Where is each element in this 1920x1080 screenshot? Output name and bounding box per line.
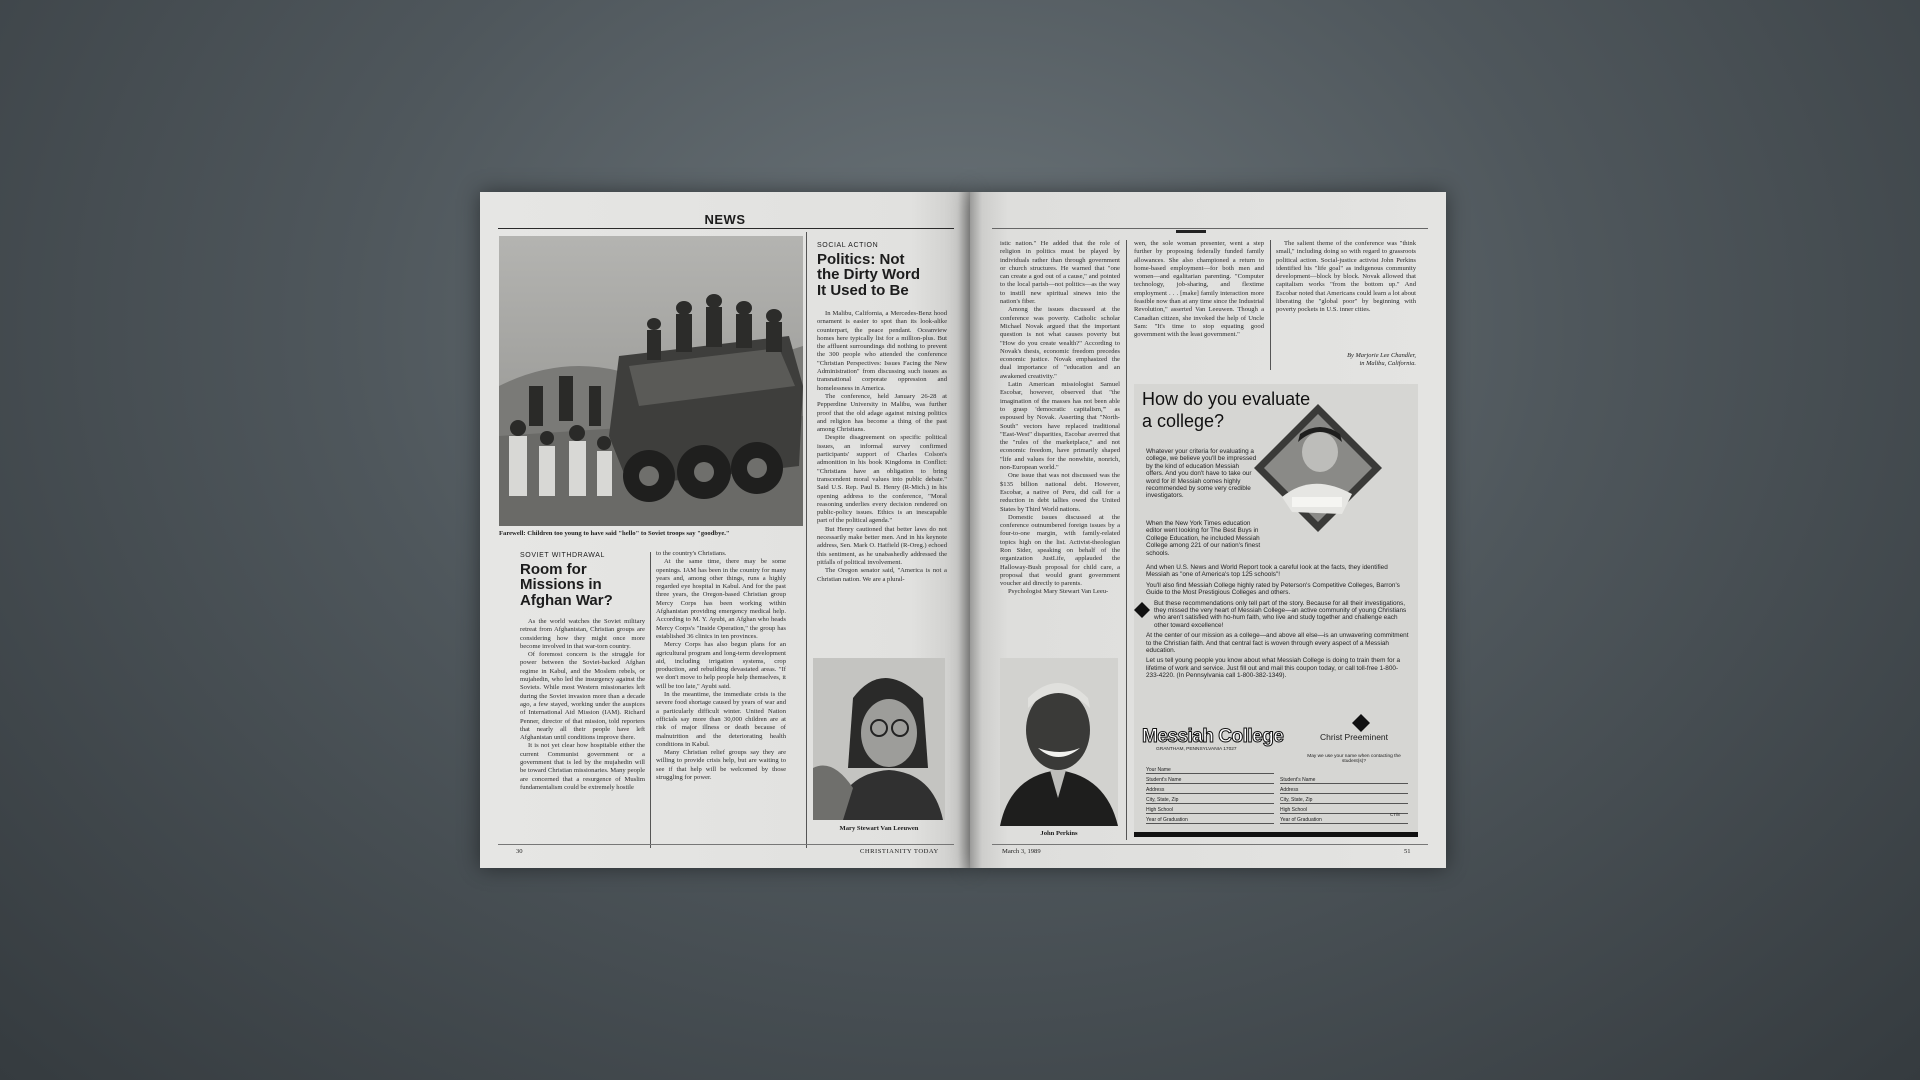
van-leeuwen-portrait [813, 658, 945, 820]
coupon-code: CT/8 [1390, 812, 1400, 817]
right-column2: wen, the sole woman presenter, went a step further by proposing federally funded family allowances. She also championed a return to home-based employment—for both men and women—and egalitarian parenting. "Computer technology, job-sharing, and flextime employment . . . [make] family interaction more feasible now than at any time since the Industrial Revolution," asserted Van Leeuwen. Though a Canadian citizen, she invoked the help of Uncle Sam: "It's time to stop equating good government with the least government." [1134, 240, 1264, 339]
messiah-college-ad [1134, 384, 1418, 832]
page-number: 51 [1404, 848, 1411, 855]
form-field-student-name[interactable]: Student's Name [1146, 777, 1274, 784]
right-page [970, 192, 1446, 868]
section-label: NEWS [704, 212, 746, 227]
form-field-city-state-zip-2[interactable]: City, State, Zip [1280, 797, 1408, 804]
messiah-logo: Messiah College [1142, 726, 1284, 747]
student-reading-photo [1252, 402, 1384, 534]
article2-headline: Politics: Not the Dirty Word It Used to Be [817, 251, 921, 299]
form-field-high-school[interactable]: High School [1146, 807, 1274, 814]
portrait-caption: John Perkins [1040, 830, 1078, 837]
john-perkins-portrait [1000, 658, 1118, 826]
column-rule [650, 552, 651, 848]
left-page [480, 192, 970, 868]
column-rule [1126, 240, 1127, 840]
ad-tagline: Christ Preeminent [1320, 732, 1389, 742]
footer-rule [498, 844, 954, 845]
article1-kicker: SOVIET WITHDRAWAL [520, 552, 606, 559]
right-column1: istic nation." He added that the role of religion in politics must be played by individuals rather than through government or church structures. He warned that "one can create a god out of a cause," and pointed to the local parish—not politics—as the way to instill new spiritual sinews into the nation's fiber. Among the issues discussed at the conference was poverty. Catholic scholar Michael Novak argued that the important question is not what causes poverty but "How do you create wealth?" According to Novak's thesis, economic freedom precedes economic justice. Novak emphasized the dual importance of "education and an awakened creativity." Latin American missiologist Samuel Escobar, however, observed that "the imagination of the masses has not been able to grasp 'democratic capitalism,'" as espoused by Novak. Asserting that "North-South" vectors have replaced traditional "East-West" disparities, Escobar averred that the "rules of the marketplace," and not economic freedom, have primarily shaped "life and values for the nonwhite, nonrich, non-European world." One issue that was not discussed was the $135 billion national debt. However, Escobar, a native of Peru, did call for a reduction in debt tallies owed the United States by Third World nations. Domestic issues discussed at the conference outnumbered foreign issues by a four-to-one margin, with family-related topics high on the list. Activist-theologian Ron Sider, speaking on behalf of the organization JustLife, applauded the Halloway-Bush proposal for child care, a proposal that would grant government voucher aid directly to parents. Psychologist Mary Stewart Van Leeu- [1000, 240, 1120, 596]
magazine-spread [480, 192, 1446, 868]
article1-column2: to the country's Christians. At the same time, there may be some openings. IAM has been in the country for many years and, among other things, runs a highly regarded eye hospital in Kabul. And for the past three years, the Oregon-based Christian group Mercy Corps has been working within Afghanistan providing emergency medical help. According to M. Y. Ayubi, an Afghan who heads Mercy Corps's "Inside Operation," the group has established 36 clinics in ten provinces. Mercy Corps has also begun plans for an agricultural program and long-term development aid, including irrigation systems, crop production, and rebuilding devastated areas. "If we don't move to help people help themselves, it will be too late," Ayubi said. In the meantime, the immediate crisis is the severe food shortage caused by years of war and a particularly difficult winter. United Nation officials say more than 30,000 children are at risk of major illness or death because of malnutrition and the deteriorating health conditions in Kabul. Many Christian relief groups say they are willing to provide crisis help, but are waiting to see if that help will be welcomed by those struggling for power. [656, 550, 786, 782]
form-field-address[interactable]: Address [1146, 787, 1274, 794]
diamond-icon [1352, 714, 1370, 732]
right-column3: The salient theme of the conference was "think small," including doing so with regard to grassroots political action. Social-justice activist John Perkins identified his "life goal" as indigenous community development—block by block. Novak allowed that capitalism works "from the bottom up." And Escobar noted that Americans could learn a lot about liberating the "global poor" by beginning with poverty pockets in U.S. inner cities. [1276, 240, 1416, 314]
form-field-student-name-2[interactable]: Student's Name [1280, 777, 1408, 784]
magazine-name: CHRISTIANITY TODAY [860, 848, 939, 855]
article2-kicker: SOCIAL ACTION [817, 242, 879, 249]
footer-rule [992, 844, 1428, 845]
ad-title: How do you evaluate a college? [1142, 389, 1311, 431]
portrait-icon [813, 658, 945, 820]
ad-body-text: And when U.S. News and World Report took a careful look at the facts, they identified Messiah as "one of America's top 125 schools"! You'll also find Messiah College highly rated by Peterson's Competitive Colleges, Barron's Guide to the Most Prestigious Colleges and others. But these recommendations only tell part of the story. Because for all their investigations, they missed the very heart of Messiah College—an active community of young Christians who aren't satisfied with ho-hum faith, who live and study together and challenge each other toward excellence! At the center of our mission as a college—and above all else—is an unwavering commitment to the Christian faith. And that central fact is woven through every aspect of a Messiah education. Let us tell young people you know about what Messiah College is doing to train them for a lifetime of work and service. Just fill out and mail this coupon today, or call toll-free 1-800-233-4220. (In Pennsylvania call 1-800-382-1349). [1146, 564, 1409, 680]
photo-caption: Farewell: Children too young to have said "hello" to Soviet troops say "goodbye." [499, 530, 730, 537]
issue-date: March 3, 1989 [1002, 848, 1041, 855]
form-field-graduation-year-2[interactable]: Year of Graduation [1280, 817, 1408, 824]
ad-bottom-bar [1134, 832, 1418, 837]
gutter-shadow [958, 192, 982, 868]
armored-vehicle-icon [499, 236, 803, 526]
column-rule [806, 232, 807, 848]
form-field-graduation-year[interactable]: Year of Graduation [1146, 817, 1274, 824]
ad-intro-text: Whatever your criteria for evaluating a college, we believe you'll be impressed by the kind of education Messiah offers. And you don't have to take our word for it! Messiah comes highly recommended by some very credible investigators. [1146, 448, 1257, 500]
column-rule [1270, 240, 1271, 370]
form-field-your-name[interactable]: Your Name [1146, 767, 1274, 774]
form-field-high-school-2[interactable]: High School [1280, 807, 1408, 814]
header-bar [1176, 230, 1206, 233]
portrait-caption: Mary Stewart Van Leeuwen [839, 825, 919, 832]
ad-nyt-text: When the New York Times education editor went looking for The Best Buys in College Education, he included Messiah College among 221 of our nation's finest schools. [1146, 520, 1261, 557]
byline: By Marjorie Lee Chandler, in Malibu, California. [1347, 352, 1416, 367]
header-rule [498, 228, 954, 229]
header-rule [992, 228, 1428, 229]
logo-address: GRANTHAM, PENNSYLVANIA 17027 [1156, 747, 1237, 752]
coupon-note: May we use your name when contacting the student(s)? [1307, 754, 1401, 764]
article1-headline: Room for Missions in Afghan War? [520, 561, 613, 609]
portrait-icon [1000, 658, 1118, 826]
article2-column: In Malibu, California, a Mercedes-Benz hood ornament is easier to spot than its look-alike counterpart, the peace pendant. Oceanview homes here typically list for a million-plus. But the affluent surroundings did nothing to prevent the 300 people who attended the conference "Christian Perspectives: Issues Facing the New Administration" from discussing such issues as transnational corporate oppression and homelessness in America. The conference, held January 26-28 at Pepperdine University in Malibu, was further proof that the old adage against mixing politics and religion has become a thing of the past among Christians. Despite disagreement on specific political issues, an informal survey confirmed participants' support of Charles Colson's admonition in his book Kingdoms in Conflict: "Christians have an obligation to bring transcendent moral values into public debate." Said U.S. Rep. Paul B. Henry (R-Mich.) in his opening address to the conference, "Moral reasoning underlies every decision rendered on public-policy issues. Ethics is an inescapable part of the political agenda." But Henry cautioned that better laws do not necessarily make better men. And in his keynote address, Sen. Mark O. Hatfield (R-Oreg.) echoed this sentiment, as he unabashedly addressed the pitfalls of political involvement. The Oregon senator said, "America is not a Christian nation. We are a plural- [817, 310, 947, 583]
page-number: 30 [516, 848, 523, 855]
soviet-troops-photo [499, 236, 803, 526]
form-field-address-2[interactable]: Address [1280, 787, 1408, 794]
article1-column1: As the world watches the Soviet military retreat from Afghanistan, Christian groups are considering how they might once more become involved in that war-torn country. Of foremost concern is the struggle for power between the Soviet-backed Afghan regime in Kabul, and the Moslem rebels, or mujahedin, who led the insurgency against the Soviets. While most Western missionaries left during the Soviet invasion more than a decade ago, a few stayed, working under the auspices of International Aid Mission (IAM). Richard Penner, director of that mission, told reporters that nearly all their people have left Afghanistan until conditions improve there. It is not yet clear how hospitable either the current Communist government or a government that is led by the mujahedin will be toward Christian missionaries. Many people are concerned that a resurgence of Muslim fundamentalism could be extremely hostile [520, 618, 645, 791]
form-field-city-state-zip[interactable]: City, State, Zip [1146, 797, 1274, 804]
diamond-icon [1134, 602, 1150, 618]
